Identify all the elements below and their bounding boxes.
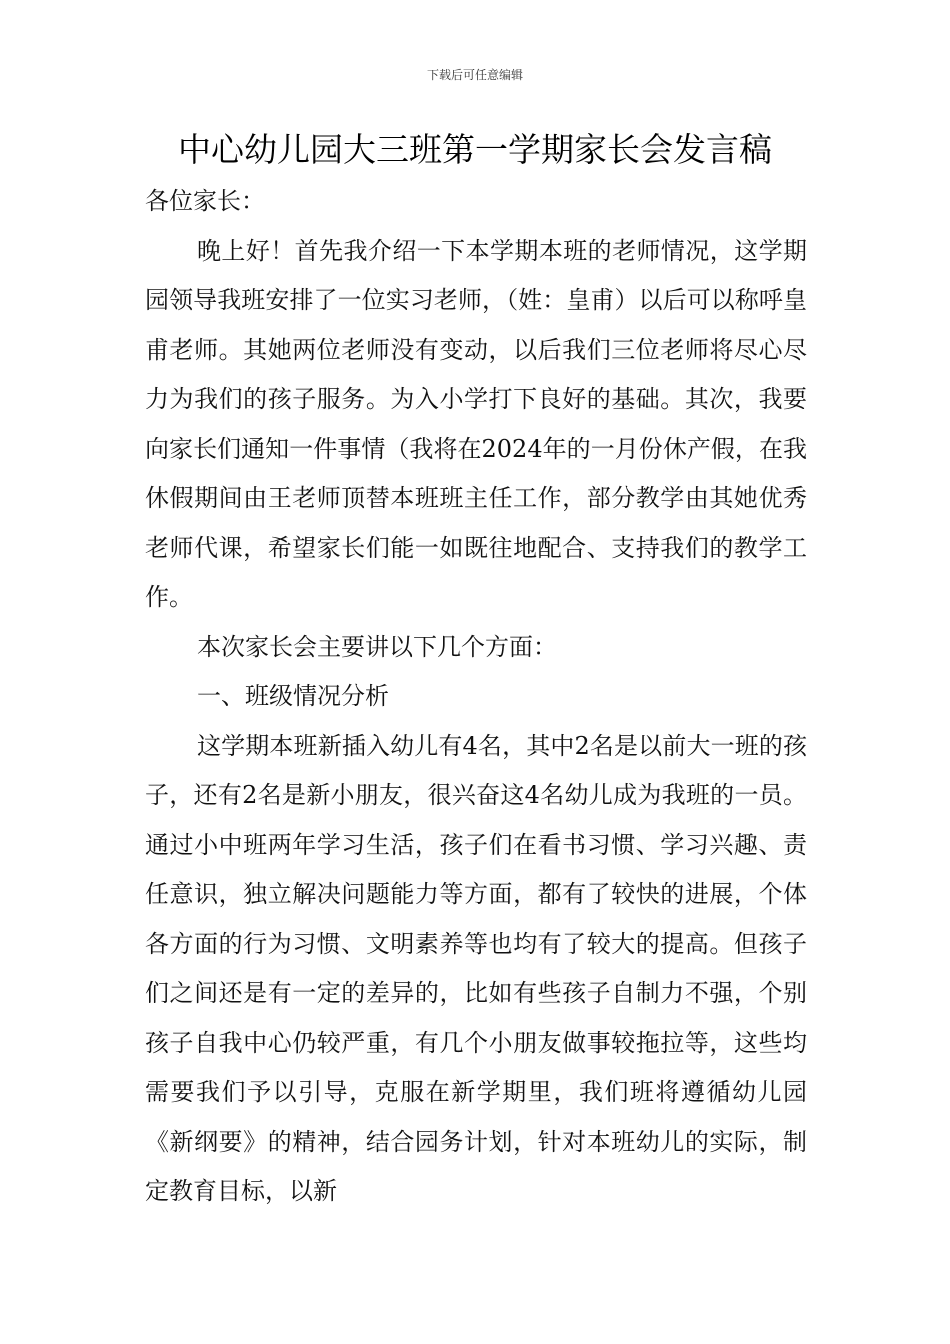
document-title: 中心幼儿园大三班第一学期家长会发言稿 <box>178 130 772 169</box>
paragraph-class-analysis: 这学期本班新插入幼儿有4名，其中2名是以前大一班的孩子，还有2名是新小朋友，很兴奋这4名幼儿成为我班的一员。通过小中班两年学习生活，孩子们在看书习惯、学习兴趣、责任意识，独立解决问题能力等方面，都有了较快的进展，个体各方面的行为习惯、文明素养等也均有了较大的提高。但孩子们之间还是有一定的差异的，比如有些孩子自制力不强，个别孩子自我中心仍较严重，有几个小朋友做事较拖拉等，这些均需要我们予以引导，克服在新学期里，我们班将遵循幼儿园《新纲要》的精神，结合园务计划，针对本班幼儿的实际，制定教育目标，以新 <box>145 731 807 1205</box>
document-body <box>145 177 807 1217</box>
paragraph-intro: 晚上好！首先我介绍一下本学期本班的老师情况，这学期园领导我班安排了一位实习老师，（姓：皇甫）以后可以称呼皇甫老师。其她两位老师没有变动，以后我们三位老师将尽心尽力为我们的孩子服务。为入小学打下良好的基础。其次，我要向家长们通知一件事情（我将在2024年的一月份休产假，在我休假期间由王老师顶替本班班主任工作，部分教学由其她优秀老师代课，希望家长们能一如既往地配合、支持我们的教学工作。 <box>145 236 807 611</box>
header-note: 下载后可任意编辑 <box>426 68 523 82</box>
salutation: 各位家长： <box>145 187 265 215</box>
paragraph-agenda: 本次家长会主要讲以下几个方面： <box>197 632 557 661</box>
section-heading-class-analysis: 一、班级情况分析 <box>197 682 389 710</box>
